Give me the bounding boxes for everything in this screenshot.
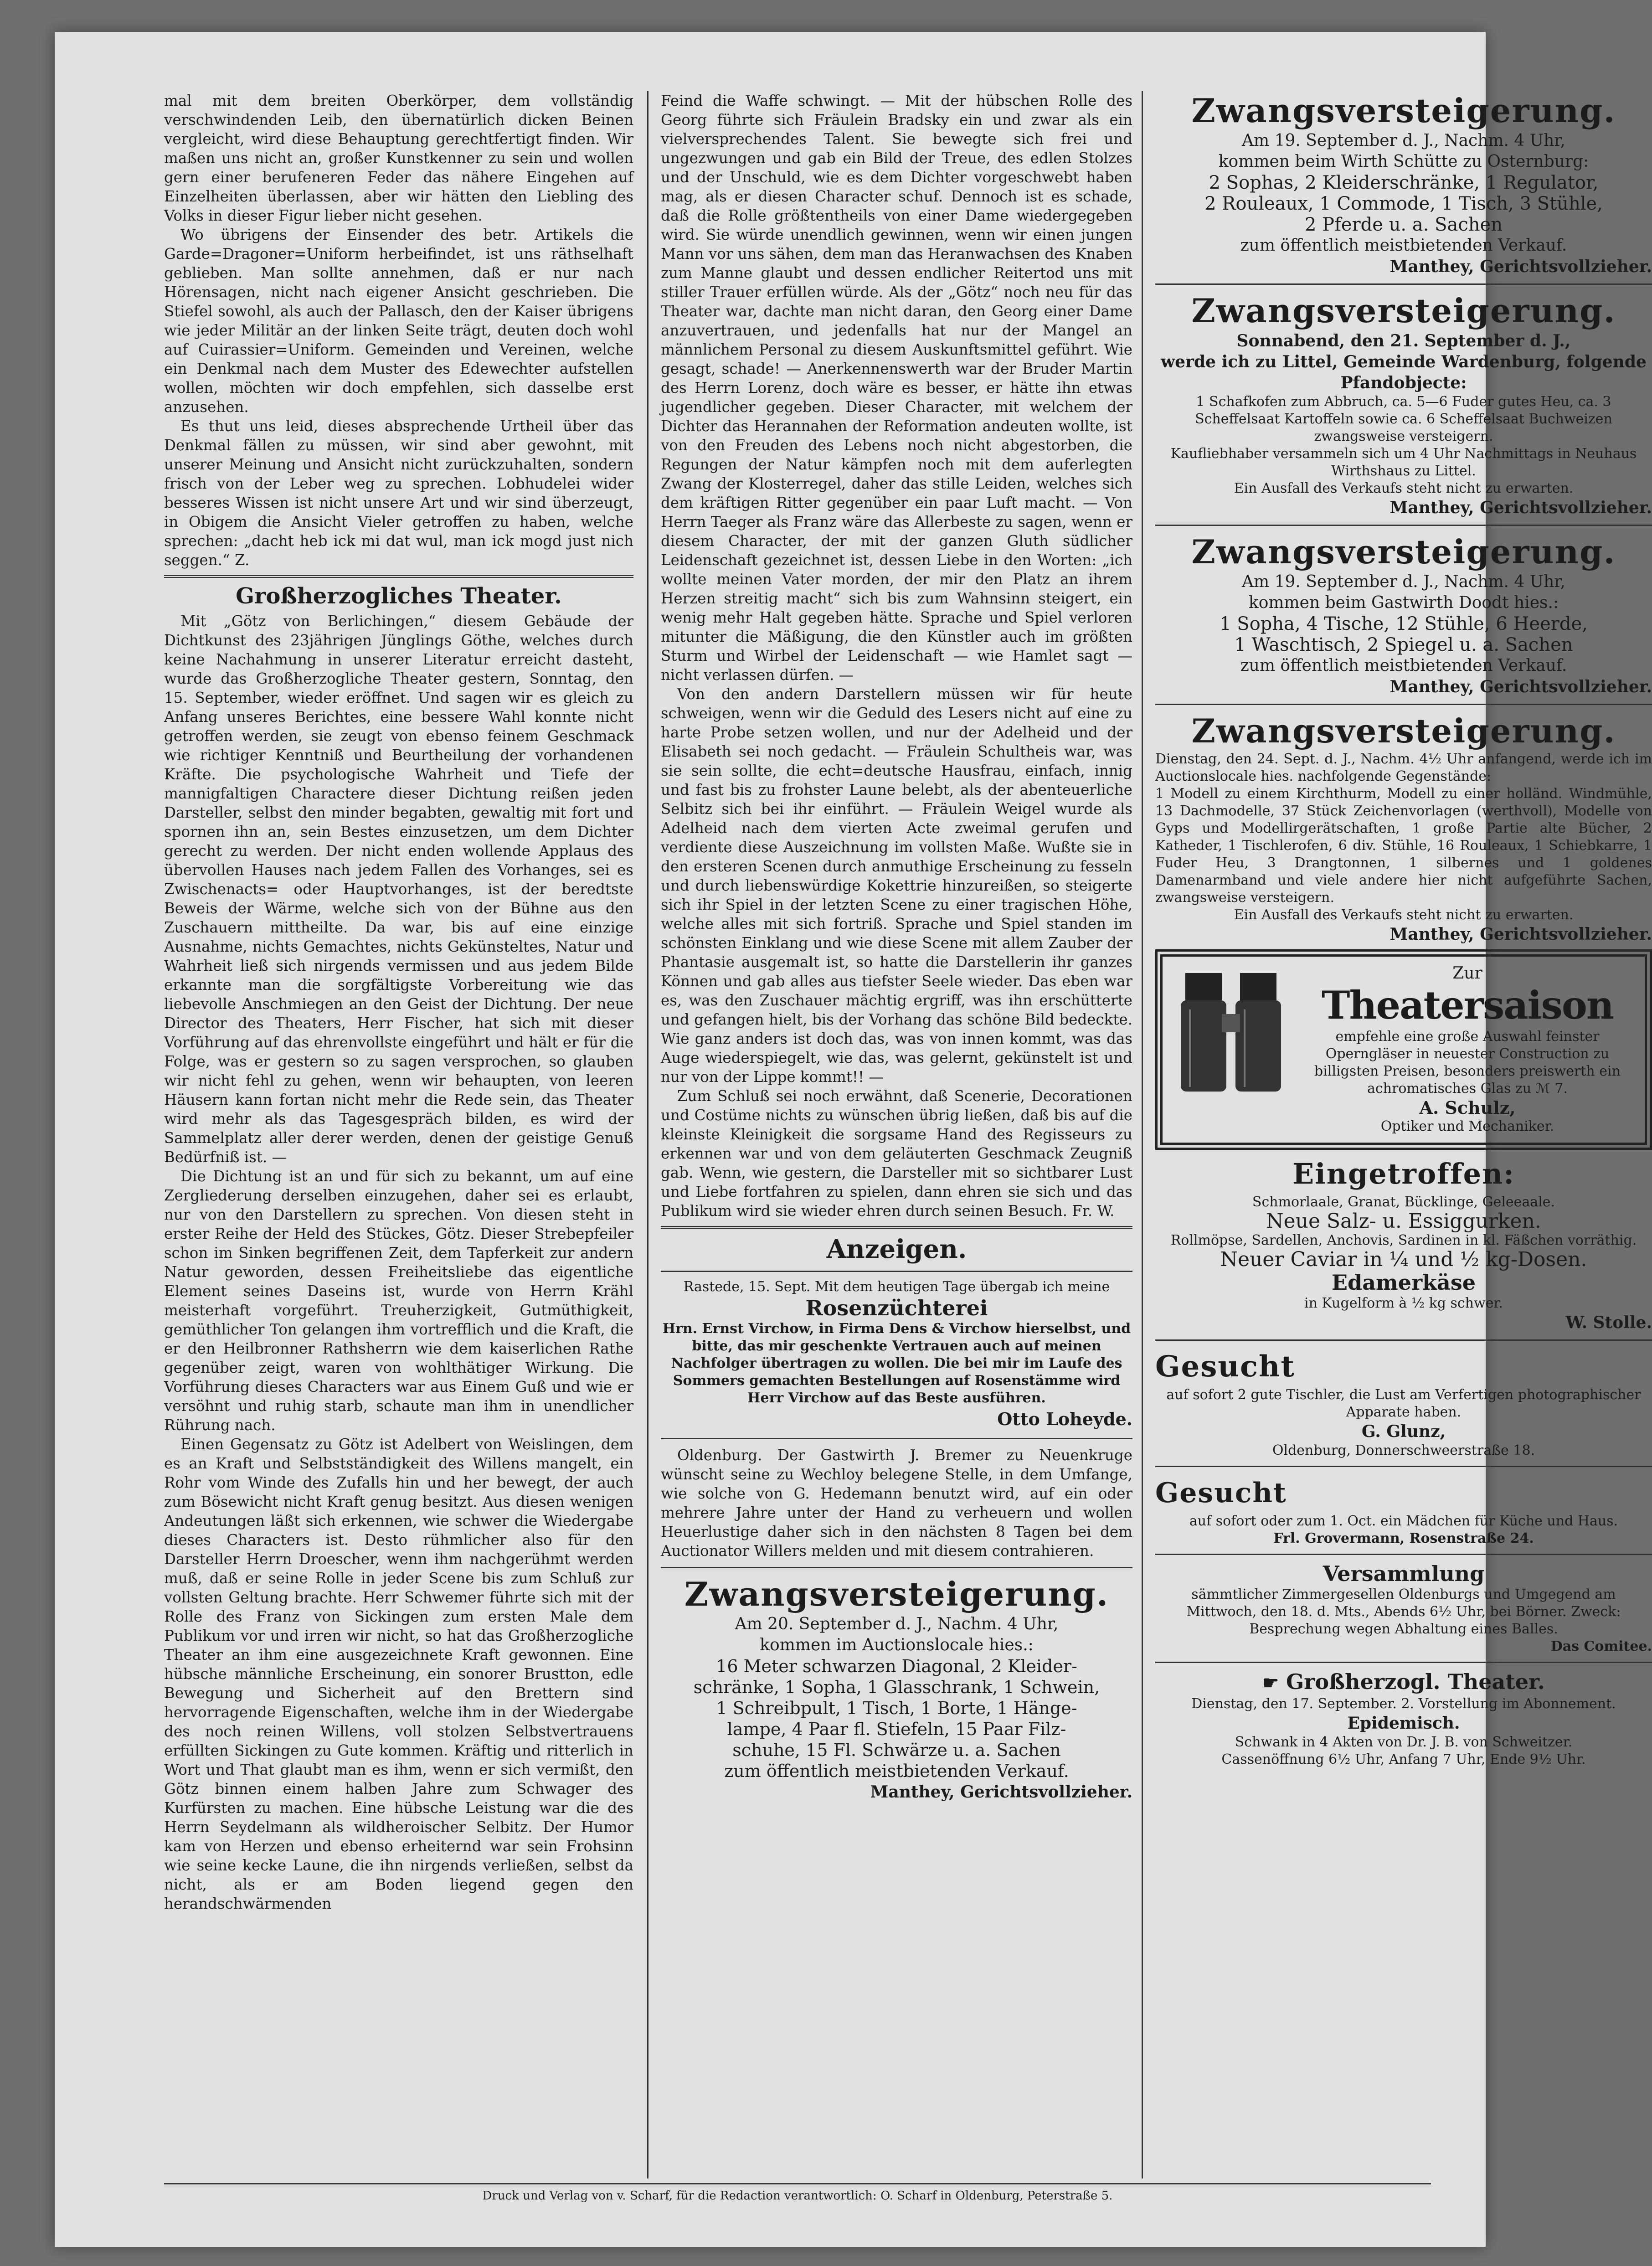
article-paragraph: mal mit dem breiten Oberkörper, dem vollständig verschwindenden Leib, den übernatürlich dicken Beinen vergleicht, wird diese Behauptung gerechtfertigt finden. Wir maßen uns nicht an, großer Kunstkenner zu sein und wollen gern einer berufeneren Feder das nähere Eingehen auf Einzelheiten überlassen, aber wir hätten den Liebling des Volks in dieser Figur lieber nicht gesehen. (164, 92, 633, 224)
imprint-footer: Druck und Verlag von v. Scharf, für die Redaction verantwortlich: O. Scharf in Oldenburg, Peterstraße 5. (164, 2183, 1431, 2203)
section-divider (164, 575, 633, 578)
ad-zwangsversteigerung (1155, 291, 1652, 518)
ad-theater (1155, 1669, 1652, 1768)
ad-wechloy: Oldenburg. Der Gastwirth J. Bremer zu Neuenkruge wünscht seine zu Wechloy belegene Stelle, in dem Umfange, wie solche von G. Hedemann benutzt wird, auf ein oder mehrere Jahre unter der Hand zu verheuern und wollen Heuerlustige daher sich in den nächsten 8 Tagen bei dem Auctionator Willers melden und mit diesem contrahieren. (661, 1447, 1132, 1560)
ad-line: kommen beim Wirth Schütte zu Osternburg: (1218, 152, 1589, 171)
column-3 (1155, 91, 1652, 2178)
section-divider (661, 1226, 1132, 1229)
ad-theatersaison (1155, 949, 1652, 1150)
ad-title: Zwangsversteigerung. (1191, 532, 1616, 571)
article-paragraph: Es thut uns leid, dieses absprechende Urtheil über das Denkmal fällen zu müssen, wir sind aber gewohnt, mit unserer Meinung und Ansicht nicht zurückzuhalten, sondern frisch von der Leber weg zu sprechen. Lobhudelei wider besseres Wissen ist nicht unsere Art und wir sind überzeugt, in Obigem die Ansicht Vieler getroffen zu haben, welche sprechen: „dacht heb ick mi dat wul, man ick mogd just nich seggen.“ Z. (164, 417, 633, 569)
ad-line: in Kugelform à ½ kg schwer. (1304, 1295, 1503, 1311)
newspaper-page (55, 32, 1652, 2247)
ad-text: Oldenburg, Donnerschweerstraße 18. (1272, 1442, 1535, 1458)
article-paragraph: Wo übrigens der Einsender des betr. Artikels die Garde=Dragoner=Uniform herbeifindet, ist uns räthselhaft geblieben. Man sollte annehmen, daß er nur nach Hörensagen, nicht nach eigener Ansicht geschrieben. Die Stiefel sowohl, als auch der Pallasch, den der Kaiser übrigens wie jeder Militär an der linken Seite trägt, deuten doch wohl auf Cuirassier=Uniform. Gemeinden und Vereinen, welche ein Denkmal nach dem Muster des Edewechter aufstellen wollen, möchten wir doch empfehlen, sich dasselbe erst anzusehen. (164, 226, 633, 416)
ad-line: Ein Ausfall des Verkaufs steht nicht zu erwarten. (1234, 480, 1574, 496)
ad-text: Rastede, 15. Sept. Mit dem heutigen Tage übergab ich meine (683, 1279, 1110, 1295)
ad-title: Gesucht (1155, 1477, 1287, 1509)
ad-text: Dienstag, den 17. September. 2. Vorstellung im Abonnement. (1191, 1696, 1616, 1712)
ad-line: Sonnabend, den 21. September d. J., (1236, 331, 1571, 350)
column-1 (164, 91, 633, 2178)
theater-heading: Großherzogliches Theater. (236, 583, 562, 609)
ad-gesucht-tischler (1155, 1347, 1652, 1459)
ad-text: sämmtlicher Zimmergesellen Oldenburgs und Umgegend am Mittwoch, den 18. d. Mts., Abends 6½ Uhr, bei Börner. Zweck: Besprechung wegen Abhaltung eines Balles. (1186, 1586, 1621, 1637)
section-divider (1155, 1662, 1652, 1663)
ad-text: Cassenöffnung 6½ Uhr, Anfang 7 Uhr, Ende 9½ Uhr. (1221, 1751, 1586, 1767)
ad-title: Rosenzüchterei (805, 1296, 988, 1320)
ad-line: Rollmöpse, Sardellen, Anchovis, Sardinen in kl. Fäßchen vorräthig. (1170, 1232, 1637, 1248)
ad-text: empfehle eine große Auswahl feinster Operngläser in neuester Construction zu billigsten Preisen, besonders preiswerth ein achromatisches Glas zu ℳ 7. (1314, 1029, 1621, 1097)
article-paragraph: Von den andern Darstellern müssen wir für heute schweigen, wenn wir die Geduld des Lesers nicht auf eine zu harte Probe setzen wollen, und nur der Adelheid und der Elisabeth sei noch gedacht. — Fräulein Schultheis war, was sie sein sollte, die echt=deutsche Hausfrau, einfach, innig und fast bis zu frohster Laune belebt, als der abenteuerliche Selbitz sich bei ihr einführt. — Fräulein Weigel wurde als Adelheid nach dem vierten Acte zweimal gerufen und verdiente diese Auszeichnung im vollsten Maße. Wußte sie in den ersteren Scenen durch anmuthige Erscheinung zu fesseln und durch liebenswürdige Kokettrie hinzureißen, so steigerte sich ihr Spiel in der letzten Scene zu einer tragischen Höhe, welche alles mit sich fortriß. Sprache und Spiel standen im schönsten Einklang und wie diese Scene mit allem Zauber der Phantasie ausgemalt ist, so hatte die Darstellerin ihr ganzes Können und gab alles aus tiefster Seele wieder. Das eben war es, was den Zuschauer mächtig ergriff, was ihn erschütterte und gefangen hielt, bis der Vorhang das schöne Bild bedeckte. Wie ganz anders ist doch das, was von innen kommt, was das Auge wiederspiegelt, wie das, was gelernt, gekünstelt ist und nur von der Lippe kommt!! — (661, 685, 1132, 1086)
ad-line: 1 Sopha, 4 Tische, 12 Stühle, 6 Heerde, (1220, 613, 1588, 634)
ad-line: 1 Modell zu einem Kirchthurm, Modell zu einer holländ. Windmühle, 13 Dachmodelle, 37 Stück Zeichenvorlagen (werthvoll), Modelle von Gyps und Modellirgerätschaften, 1 große Partie alte Bücher, 2 Katheder, 1 Tischlerofen, 6 div. Stühle, 16 Rouleaux, 1 Schiebkarre, 1 Fuder Heu, 3 Drangtonnen, 1 silbernes und 1 goldenes Damenarmband und viele andere hier nicht aufgeführte Sachen, zwangsweise versteigern. (1155, 786, 1652, 906)
column-rule (647, 91, 648, 2178)
ad-zwangsversteigerung (1155, 91, 1652, 277)
ad-title: Gesucht (1155, 1349, 1295, 1384)
ad-line: zum öffentlich meistbietenden Verkauf. (724, 1761, 1069, 1781)
section-divider (1155, 1554, 1652, 1555)
ad-line: Kaufliebhaber versammeln sich um 4 Uhr Nachmittags in Neuhaus Wirthshaus zu Littel. (1170, 446, 1637, 479)
ad-line: schränke, 1 Sopha, 1 Glasschrank, 1 Schwein, (693, 1677, 1100, 1697)
ad-signature: Manthey, Gerichtsvollzieher. (1390, 677, 1652, 696)
ad-line: Edamerkäse (1331, 1270, 1476, 1295)
ad-signature: Manthey, Gerichtsvollzieher. (1390, 925, 1652, 944)
ad-line: Ein Ausfall des Verkaufs steht nicht zu erwarten. (1234, 907, 1574, 923)
ad-signature: A. Schulz, (1419, 1097, 1516, 1118)
ad-zwangsversteigerung (661, 1575, 1132, 1802)
ad-line: zwangsweise versteigern. (1314, 428, 1493, 444)
ad-text: auf sofort oder zum 1. Oct. ein Mädchen für Küche und Haus. (1189, 1513, 1618, 1529)
section-divider (1155, 283, 1652, 285)
ad-signature: Frl. Grovermann, Rosenstraße 24. (1273, 1530, 1534, 1546)
section-divider (1155, 704, 1652, 705)
ad-text: Optiker und Mechaniker. (1380, 1118, 1554, 1134)
anzeigen-heading: Anzeigen. (826, 1234, 967, 1264)
ad-rosenzuechterei (661, 1278, 1132, 1432)
ad-line: 1 Schreibpult, 1 Tisch, 1 Borte, 1 Hänge- (716, 1698, 1077, 1718)
section-divider (1155, 1466, 1652, 1467)
ad-signature: G. Glunz, (1361, 1422, 1446, 1441)
ad-line: schuhe, 15 Fl. Schwärze u. a. Sachen (732, 1740, 1061, 1760)
ad-gesucht-maedchen (1155, 1473, 1652, 1547)
ad-line: Am 20. September d. J., Nachm. 4 Uhr, (735, 1615, 1059, 1633)
article-paragraph: Zum Schluß sei noch erwähnt, daß Scenerie, Decorationen und Costüme nichts zu wünschen übrig ließen, daß bis auf die kleinste Kleinigkeit die sorgsame Hand des Regisseurs zu erkennen war und von dem geläuterten Geschmack Zeugniß gab. Wenn, wie gestern, die Darsteller mit so sichtbarer Lust und Liebe fortfahren zu spielen, dann ehren sie sich und das Publikum wird sie wieder ehren durch seinen Besuch. Fr. W. (661, 1087, 1132, 1220)
ad-title: Theatersaison (1322, 983, 1613, 1028)
ad-signature: Manthey, Gerichtsvollzieher. (870, 1782, 1132, 1802)
ad-text: Schwank in 4 Akten von Dr. J. B. von Schweitzer. (1235, 1734, 1573, 1750)
ad-text: Zur (1452, 964, 1482, 983)
ad-versammlung (1155, 1561, 1652, 1655)
ad-line: Am 19. September d. J., Nachm. 4 Uhr, (1242, 572, 1565, 591)
ad-line: kommen im Auctionslocale hies.: (760, 1636, 1034, 1654)
section-divider (661, 1567, 1132, 1568)
article-paragraph: Feind die Waffe schwingt. — Mit der hübschen Rolle des Georg führte sich Fräulein Bradsky ein und zwar als ein vielversprechendes Talent. Sie bewegte sich frei und ungezwungen und gab ein Bild der Treue, des edlen Stolzes und der Unschuld, wie es dem Dichter vorgeschwebt haben mag, als er diesen Character schuf. Dennoch ist es schade, daß die Rolle größtentheils von einer Dame wiedergegeben wird. Sie würde unendlich gewinnen, wenn wir einen jungen Mann vor uns sähen, dem man das Heranwachsen des Knaben zum Manne glaubt und dessen endlicher Reitertod uns mit stiller Trauer erfüllen würde. Als der „Götz“ noch neu für das Theater war, dachte man nicht daran, den Georg einer Dame anzuvertrauen, und jedenfalls hat nur der Mangel an männlichem Personal zu diesem Auskunftsmittel geführt. Wie gesagt, schade! — Anerkennenswerth war der Bruder Martin des Herrn Lorenz, doch wäre es besser, er hätte ihn etwas jugendlicher gegeben. Dieser Character, mit welchem der Dichter das Herannahen der Reformation andeuten wollte, ist von den Freuden des Lebens noch nicht abgestorben, die Regungen der Natur kämpfen noch mit dem auferlegten Zwang der Klosterregel, daher das stille Leiden, welches sich dem kräftigen Ritter gegenüber ein paar Luft macht. — Von Herrn Taeger als Franz wäre das Allerbeste zu sagen, wenn er diesem Character, der mit der ganzen Gluth südlicher Leidenschaft gezeichnet ist, dessen Liebe in den Worten: „ich wollte meinen Vater morden, der mir den Platz an ihrem Herzen streitig macht“ sich bis zum Wahnsinn steigert, ein wenig mehr Halt gegeben hätte. Sprache und Spiel verloren mitunter die Mäßigung, die den Künstler auch im größten Sturm und Wirbel der Leidenschaft — wie Hamlet sagt — nicht verlassen dürfen. — (661, 92, 1132, 684)
section-divider (661, 1271, 1132, 1272)
ad-line: zum öffentlich meistbietenden Verkauf. (1240, 656, 1567, 675)
ad-signature: Manthey, Gerichtsvollzieher. (1390, 257, 1652, 276)
ad-title: Versammlung (1323, 1561, 1485, 1586)
section-divider (1155, 525, 1652, 526)
section-divider (661, 1438, 1132, 1439)
ad-line: 2 Pferde u. a. Sachen (1305, 214, 1503, 235)
ad-line: Neuer Caviar in ¼ und ½ kg-Dosen. (1220, 1248, 1587, 1271)
ad-signature: Manthey, Gerichtsvollzieher. (1390, 498, 1652, 517)
article-paragraph: Die Dichtung ist an und für sich zu bekannt, um auf eine Zergliederung derselben einzugehen, daher sei es erlaubt, nur von den Darstellern zu sprechen. Von diesen steht in erster Reihe der Held des Stückes, Götz. Dieser Strebepfeiler schon im Sinken begriffenen Zeit, dem Tapferkeit zur andern Natur geworden, dessen Freiheitsliebe das eigentliche Element seines Daseins ist, wurde von Herrn Krähl meisterhaft vorgeführt. Treuherzigkeit, Gutmüthigkeit, gemüthlicher Ton gelangen ihm vortrefflich und die Kraft, die er den Heilbronner Rathsherrn wie dem kaiserlichen Rathe gegenüber zeigt, waren von wohlthätiger Wirkung. Die Vorführung dieses Characters war aus Einem Guß und wie er versöhnt und ruhig starb, schaute man ihm in unendlicher Rührung nach. (164, 1168, 633, 1434)
ad-title: Zwangsversteigerung. (1191, 291, 1616, 330)
ad-signature: Das Comitee. (1550, 1638, 1652, 1654)
ad-line: 1 Waschtisch, 2 Spiegel u. a. Sachen (1234, 634, 1573, 655)
ad-line: 1 Schafkofen zum Abbruch, ca. 5—6 Fuder gutes Heu, ca. 3 Scheffelsaat Kartoffeln sowie ca. 6 Scheffelsaat Buchweizen (1195, 394, 1612, 427)
ad-line: 2 Rouleaux, 1 Commode, 1 Tisch, 3 Stühle, (1204, 193, 1603, 214)
ad-title: Zwangsversteigerung. (1191, 711, 1616, 750)
ad-zwangsversteigerung (1155, 532, 1652, 697)
ad-zwangsversteigerung (1155, 711, 1652, 945)
ad-line: kommen beim Gastwirth Doodt hies.: (1248, 593, 1559, 612)
ad-line: lampe, 4 Paar fl. Stiefeln, 15 Paar Filz- (727, 1719, 1066, 1739)
ad-text: Hrn. Ernst Virchow, in Firma Dens & Virchow hierselbst, und bitte, das mir geschenkte Vertrauen auch auf meinen Nachfolger übertragen zu wollen. Die bei mir im Laufe des Sommers gemachten Bestellungen auf Rosenstämme wird Herr Virchow auf das Beste ausführen. (662, 1321, 1131, 1406)
ad-line: werde ich zu Littel, Gemeinde Wardenburg, folgende Pfandobjecte: (1161, 352, 1647, 392)
ad-line: Schmorlaale, Granat, Bücklinge, Geleeaale. (1252, 1194, 1555, 1210)
pointing-hand-icon: ☛ (1262, 1672, 1279, 1694)
article-paragraph: Einen Gegensatz zu Götz ist Adelbert von Weislingen, dem es an Kraft und Selbstständigkeit des Willens mangelt, ein Rohr vom Winde des Zufalls hin und her bewegt, der auch zum Bösewicht nicht Kraft genug besitzt. Aus diesen wenigen Andeutungen läßt sich erkennen, wie schwer die Wiedergabe dieses Characters ist. Desto rühmlicher also für den Darsteller Herrn Droescher, wenn ihm nachgerühmt werden muß, daß er seine Rolle in jeder Scene bis zum Schluß zur vollsten Geltung brachte. Herr Schwemer führte sich mit der Rolle des Franz von Sickingen zum ersten Male dem Publikum vor und irren wir nicht, so hat das Großherzogliche Theater an ihm eine ausgezeichnete Kraft gewonnen. Eine hübsche männliche Erscheinung, ein sonorer Brustton, edle Bewegung und Sicherheit auf den Brettern sind hervorragende Eigenschaften, welche ihm in der Wiedergabe des noch reinen Willens, voll stolzen Selbstvertrauens erfüllten Sickingen zu Gute kommen. Kräftig und ritterlich in Wort und That glaubt man es ihm, wenn er sich vermißt, den Götz binnen einem halben Jahre zum Schwager des Kurfürsten zu machen. Eine hübsche Leistung war die des Herrn Seydelmann als wildheroischer Selbitz. Der Humor kam von Herzen und ebenso erheiternd war sein Frohsinn wie seine kecke Laune, die ihn nirgends verließen, selbst da nicht, als er am Boden liegend gegen den herandschwärmenden (164, 1436, 633, 1912)
column-2 (661, 91, 1132, 2178)
binoculars-icon (1172, 964, 1290, 1101)
section-divider (1155, 1339, 1652, 1341)
ad-line: Am 19. September d. J., Nachm. 4 Uhr, (1242, 131, 1565, 150)
ad-line: 16 Meter schwarzen Diagonal, 2 Kleider- (716, 1656, 1077, 1676)
article-paragraph: Mit „Götz von Berlichingen,“ diesem Gebäude der Dichtkunst des 23jährigen Jünglings Göthe, welches durch keine Nachahmung in unserer Literatur erreicht dasteht, wurde das Großherzogliche Theater gestern, Sonntag, den 15. September, wieder eröffnet. Und sagen wir es gleich zu Anfang unseres Berichtes, eine bessere Wahl konnte nicht getroffen werden, sie zeugt von ebenso feinem Geschmack wie richtiger Kenntniß und Beurtheilung der vorhandenen Kräfte. Die psychologische Wahrheit und Tiefe der mannigfaltigen Charactere dieser Dichtung reißen jeden Darsteller, selbst den minder begabten, gewaltig mit fort und spornen ihn an, sein Bestes einzusetzen, um dem Dichter gerecht zu werden. Der nicht enden wollende Applaus des übervollen Hauses nach jedem Fallen des Vorhanges, sei es Zwischenacts= oder Hauptvorhanges, ist der beredtste Beweis der Wärme, welche sich von der Bühne aus den Zuschauern mittheilte. Da war, bis auf eine einzige Ausnahme, nichts Gemachtes, nichts Gekünsteltes, Natur und Wahrheit ließ sich nirgends vermissen und aus jedem Bilde erkannte man die sorgfältigste Vorbereitung wie das liebevolle Anschmiegen an den Geist der Dichtung. Der neue Director des Theaters, Herr Fischer, hat sich mit dieser Vorführung auf das ehrenvollste eingeführt und hält er für die Folge, was er gestern so zu sagen versprochen, so glauben wir nicht fehl zu gehen, wenn wir behaupten, von leeren Häusern kann fortan nicht mehr die Rede sein, das Theater wird mehr als das Tagesgespräch bilden, es wird der Sammelplatz aller derer werden, denen der geistige Genuß Bedürfniß ist. — (164, 613, 633, 1166)
ad-play-title: Epidemisch. (1347, 1714, 1460, 1733)
ad-title: Eingetroffen: (1292, 1157, 1515, 1190)
ad-title: Zwangsversteigerung. (684, 1575, 1109, 1613)
column-rule (1142, 91, 1143, 2178)
ad-title: Zwangsversteigerung. (1191, 91, 1616, 130)
ad-title: Großherzogl. Theater. (1286, 1669, 1545, 1694)
ad-line: Neue Salz- u. Essiggurken. (1266, 1210, 1541, 1233)
ad-line: zum öffentlich meistbietenden Verkauf. (1240, 236, 1567, 255)
ad-eingetroffen (1155, 1154, 1652, 1333)
ad-text: auf sofort 2 gute Tischler, die Lust am Verfertigen photographischer Apparate haben. (1166, 1387, 1641, 1420)
ad-line: Dienstag, den 24. Sept. d. J., Nachm. 4½ Uhr anfangend, werde ich im Auctionslocale hies. nachfolgende Gegenstände: (1155, 751, 1652, 784)
ad-signature: W. Stolle. (1565, 1313, 1652, 1332)
ad-line: 2 Sophas, 2 Kleiderschränke, 1 Regulator, (1209, 172, 1599, 193)
ad-signature: Otto Loheyde. (997, 1409, 1132, 1429)
